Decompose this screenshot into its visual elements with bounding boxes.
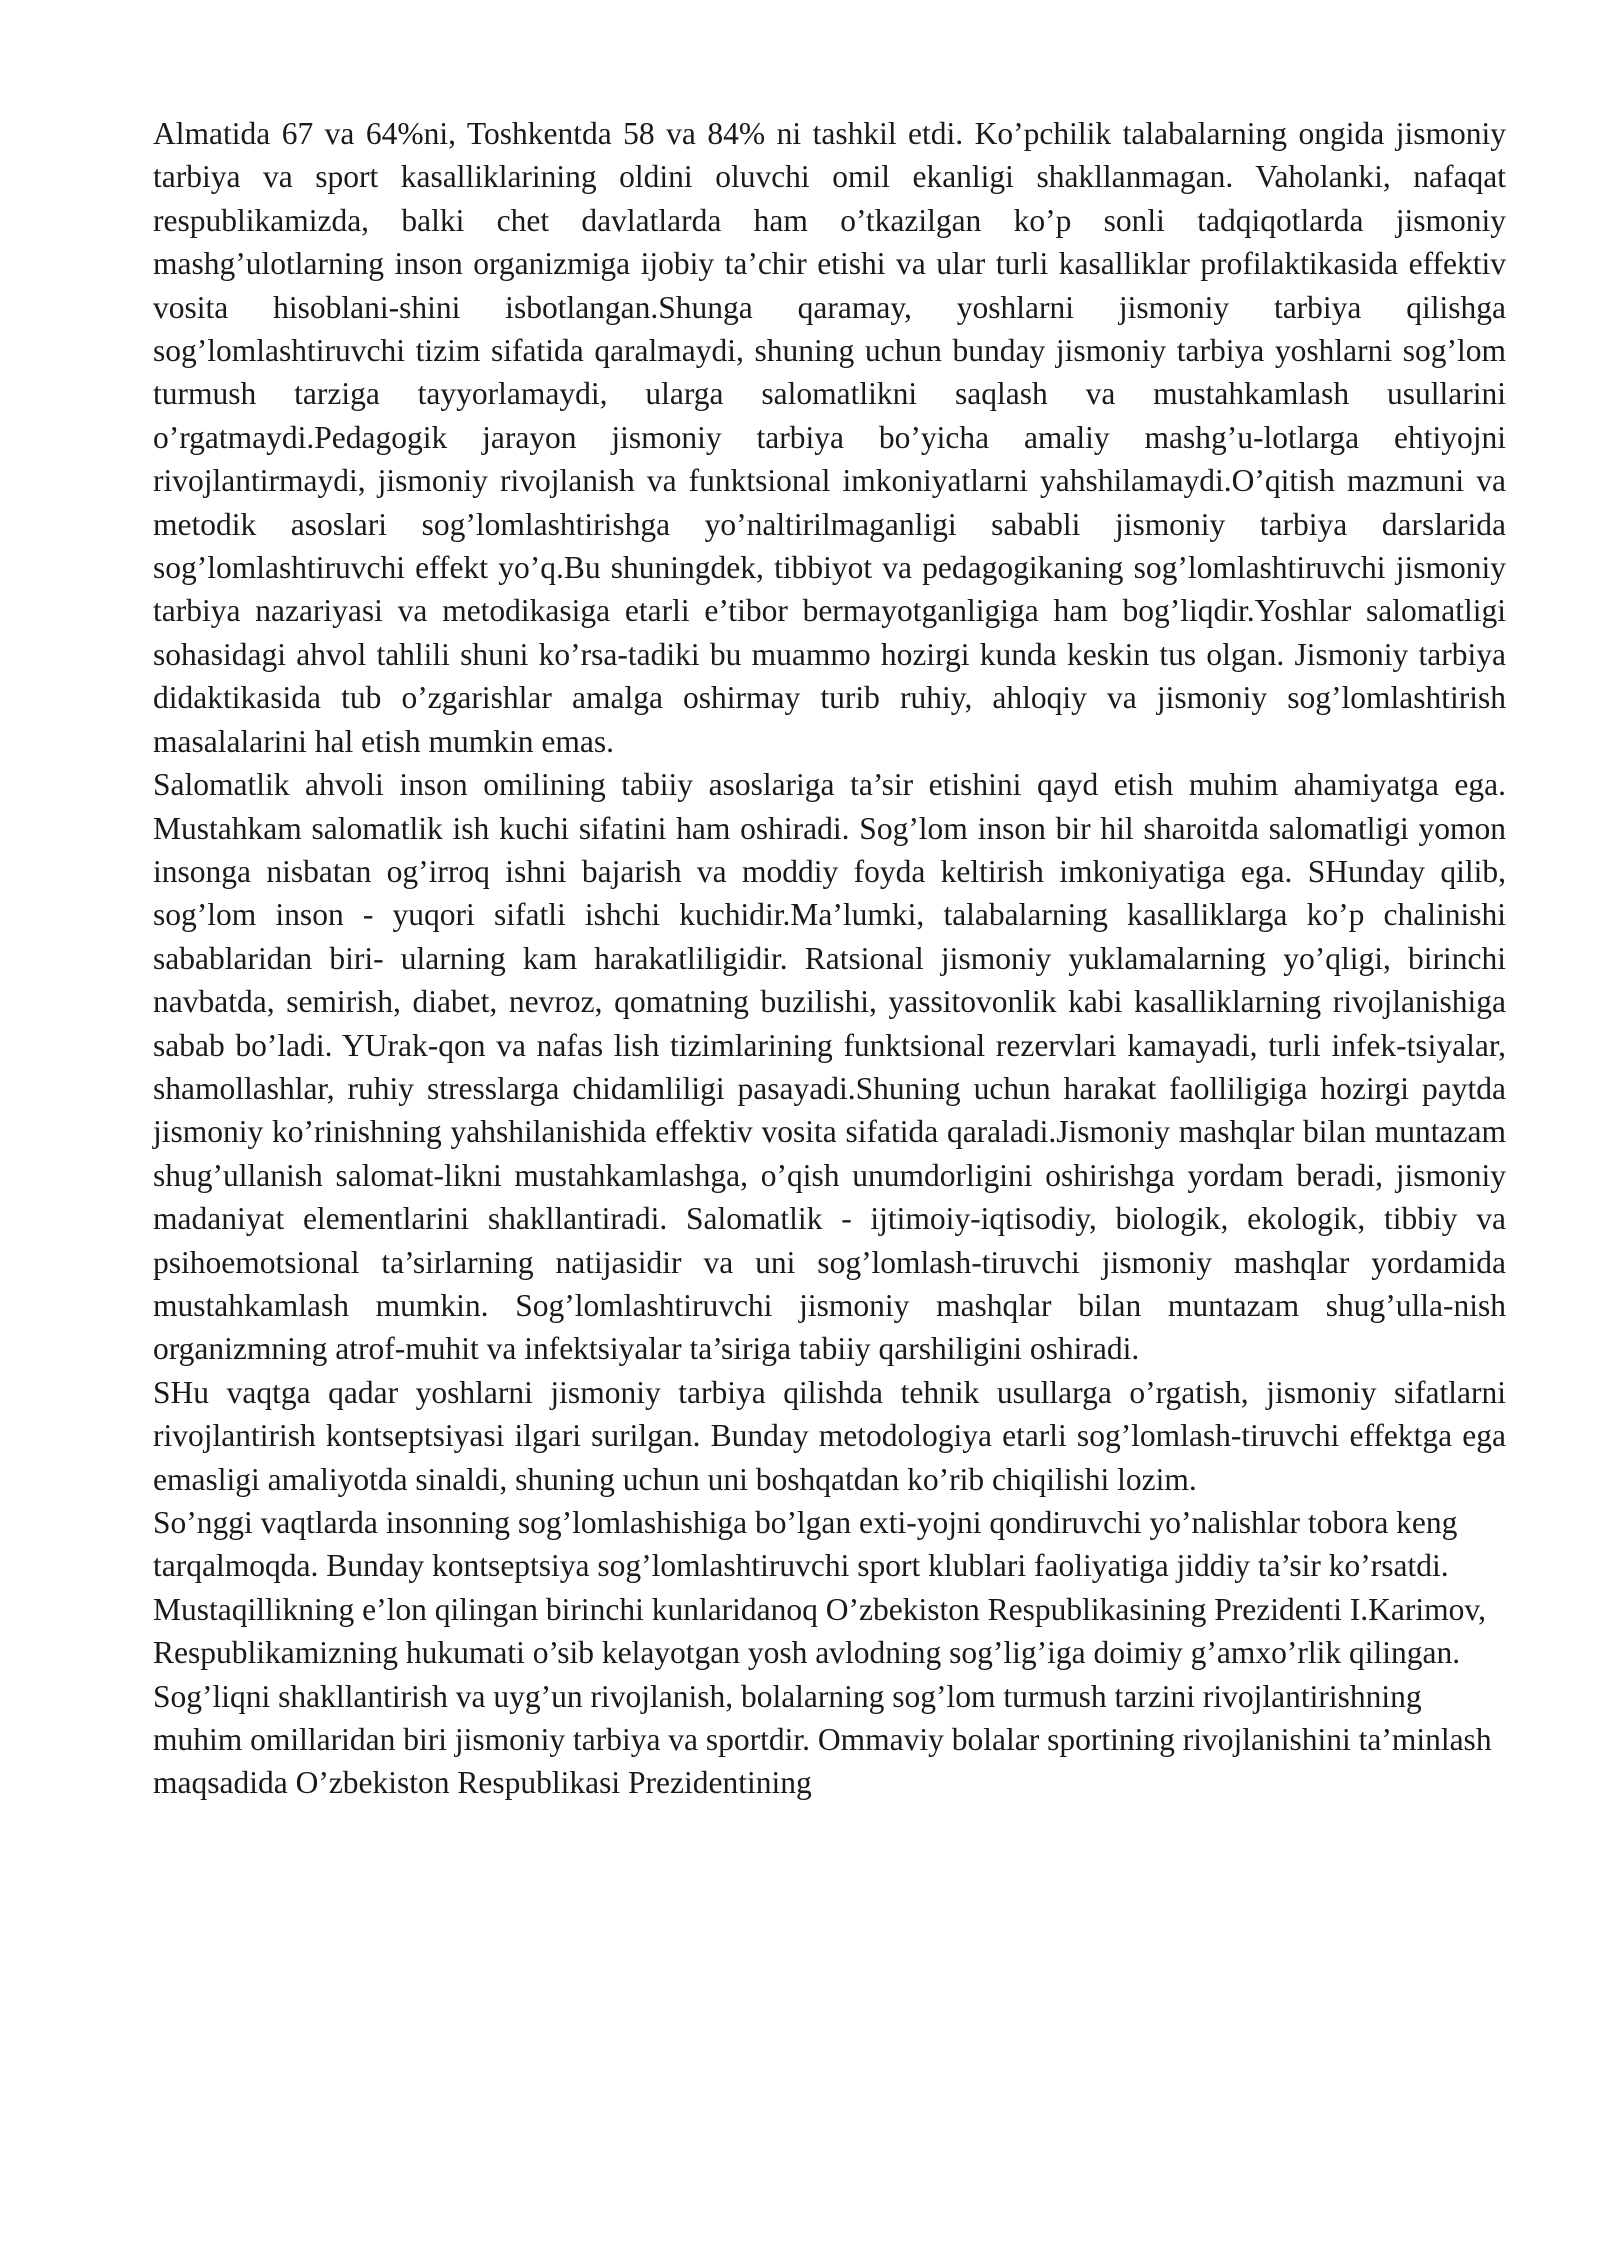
paragraph-4: So’nggi vaqtlarda insonning sog’lomlashishiga bo’lgan exti-yojni qondiruvchi yo’nalishlar tobora keng tarqalmoqda. Bunday kontseptsiya sog’lomlashtiruvchi sport klublari faoliyatiga jiddiy ta’sir ko’rsatdi. Mustaqillikning e’lon qilingan birinchi kunlaridanoq O’zbekiston Respublikasining Prezidenti I.Karimov, Respublikamizning hukumati o’sib kelayotgan yosh avlodning sog’lig’iga doimiy g’amxo’rlik qilingan. Sog’liqni shakllantirish va uyg’un rivojlanish, bolalarning sog’lom turmush tarzini rivojlantirishning muhim omillaridan biri jismoniy tarbiya va sportdir. Ommaviy bolalar sportining rivojlanishini ta’minlash maqsadida O’zbekiston Respublikasi Prezidentining [153, 1505, 1492, 1801]
paragraph-2: Salomatlik ahvoli inson omilining tabiiy asoslariga ta’sir etishini qayd etish muhim ahamiyatga ega. Mustahkam salomatlik ish kuchi sifatini ham oshiradi. Sog’lom inson bir hil sharoitda salomatligi yomon insonga nisbatan og’irroq ishni bajarish va moddiy foyda keltirish imkoniyatiga ega. SHunday qilib, sog’lom inson - yuqori sifatli ishchi kuchidir.Ma’lumki, talabalarning kasalliklarga ko’p chalinishi sabablaridan biri- ularning kam harakatliligidir. Ratsional jismoniy yuklamalarning yo’qligi, birinchi navbatda, semirish, diabet, nevroz, qomatning buzilishi, yassitovonlik kabi kasalliklarning rivojlanishiga sabab bo’ladi. YUrak-qon va nafas lish tizimlarining funktsional rezervlari kamayadi, turli infek-tsiyalar, shamollashlar, ruhiy stresslarga chidamliligi pasayadi.Shuning uchun harakat faolliligiga hozirgi paytda jismoniy ko’rinishning yahshilanishida effektiv vosita sifatida qaraladi.Jismoniy mashqlar bilan muntazam shug’ullanish salomat-likni mustahkamlashga, o’qish unumdorligini oshirishga yordam beradi, jismoniy madaniyat elementlarini shakllantiradi. Salomatlik - ijtimoiy-iqtisodiy, biologik, ekologik, tibbiy va psihoemotsional ta’sirlarning natijasidir va uni sog’lomlash-tiruvchi jismoniy mashqlar yordamida mustahkamlash mumkin. Sog’lomlashtiruvchi jismoniy mashqlar bilan muntazam shug’ulla-nish organizmning atrof-muhit va infektsiyalar ta’siriga tabiiy qarshiligini oshiradi. [153, 767, 1506, 1367]
paragraph-1: Almatida 67 va 64%ni, Toshkentda 58 va 84% ni tashkil etdi. Ko’pchilik talabalarning ongida jismoniy tarbiya va sport kasalliklarining oldini oluvchi omil ekanligi shakllanmagan. Vaholanki, nafaqat respublikamizda, balki chet davlatlarda ham o’tkazilgan ko’p sonli tadqiqotlarda jismoniy mashg’ulotlarning inson organizmiga ijobiy ta’chir etishi va ular turli kasalliklar profilaktikasida effektiv vosita hisoblani-shini isbotlangan.Shunga qaramay, yoshlarni jismoniy tarbiya qilishga sog’lomlashtiruvchi tizim sifatida qaralmaydi, shuning uchun bunday jismoniy tarbiya yoshlarni sog’lom turmush tarziga tayyorlamaydi, ularga salomatlikni saqlash va mustahkamlash usullarini o’rgatmaydi.Pedagogik jarayon jismoniy tarbiya bo’yicha amaliy mashg’u-lotlarga ehtiyojni rivojlantirmaydi, jismoniy rivojlanish va funktsional imkoniyatlarni yahshilamaydi.O’qitish mazmuni va metodik asoslari sog’lomlashtirishga yo’naltirilmaganligi sababli jismoniy tarbiya darslarida sog’lomlashtiruvchi effekt yo’q.Bu shuningdek, tibbiyot va pedagogikaning sog’lomlashtiruvchi jismoniy tarbiya nazariyasi va metodikasiga etarli e’tibor bermayotganligiga ham bog’liqdir.Yoshlar salomatligi sohasidagi ahvol tahlili shuni ko’rsa-tadiki bu muammo hozirgi kunda keskin tus olgan. Jismoniy tarbiya didaktikasida tub o’zgarishlar amalga oshirmay turib ruhiy, ahloqiy va jismoniy sog’lomlashtirish masalalarini hal etish mumkin emas. [153, 116, 1506, 759]
document-page [153, 112, 1506, 1805]
paragraph-3: SHu vaqtga qadar yoshlarni jismoniy tarbiya qilishda tehnik usullarga o’rgatish, jismoniy sifatlarni rivojlantirish kontseptsiyasi ilgari surilgan. Bunday metodologiya etarli sog’lomlash-tiruvchi effektga ega emasligi amaliyotda sinaldi, shuning uchun uni boshqatdan ko’rib chiqilishi lozim. [153, 1374, 1506, 1497]
